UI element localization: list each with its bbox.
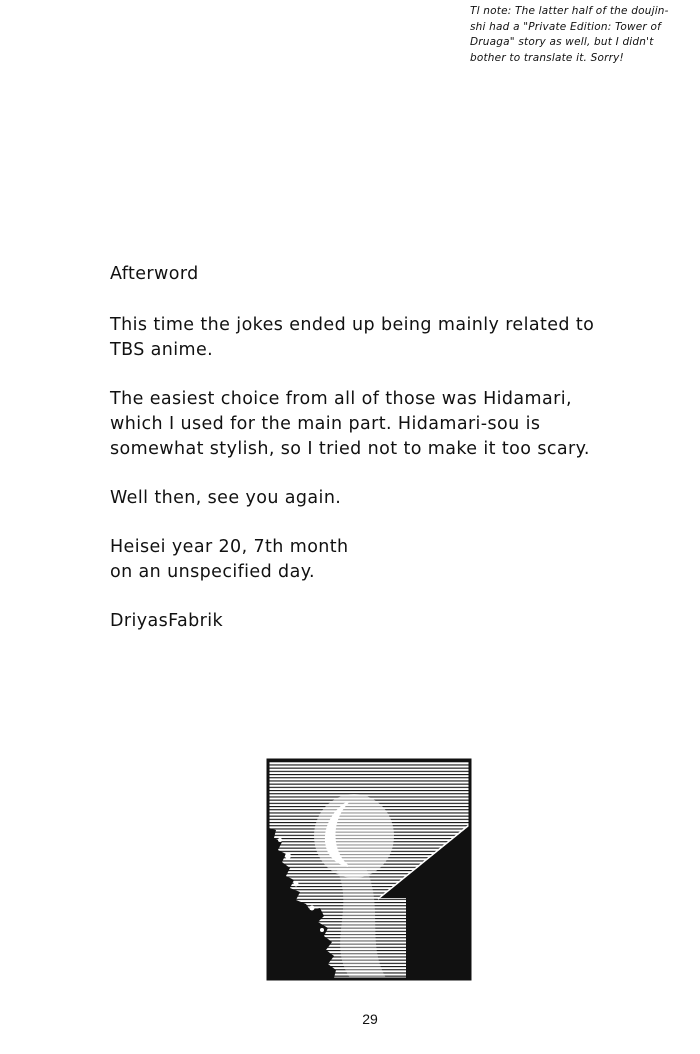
translator-note-line: bother to translate it. Sorry! [470, 51, 624, 64]
afterword-heading [110, 262, 680, 287]
afterword-date [110, 535, 680, 585]
paragraph-line: The easiest choice from all of those was Hidamari, [110, 389, 572, 409]
paragraph-line: which I used for the main part. Hidamari-sou is [110, 414, 541, 434]
paragraph-line: somewhat stylish, so I tried not to make it too scary. [110, 439, 590, 459]
translator-note-line: Tl note: The latter half of the doujin- [470, 5, 669, 17]
leaf-speck [285, 853, 291, 859]
translator-note-line: Druaga" story as well, but I didn't [470, 36, 654, 48]
afterword-signature [110, 609, 680, 634]
afterword-section [110, 262, 680, 634]
illustration-svg [266, 758, 472, 981]
paragraph-line: Heisei year 20, 7th month [110, 537, 349, 557]
translator-note [470, 4, 695, 66]
afterword-paragraph-1 [110, 313, 680, 363]
paragraph-line: This time the jokes ended up being mainly related to [110, 315, 595, 335]
paragraph-line: Well then, see you again. [110, 488, 342, 508]
page-number: 29 [362, 1011, 378, 1027]
afterword-paragraph-2 [110, 387, 680, 462]
translator-note-line: shi had a "Private Edition: Tower of [470, 20, 661, 33]
leaf-speck [294, 882, 299, 887]
paragraph-line: TBS anime. [110, 340, 214, 360]
signature-text: DriyasFabrik [110, 611, 224, 631]
afterword-paragraph-3 [110, 486, 680, 511]
leaf-speck [310, 906, 315, 911]
leaf-speck [320, 928, 324, 932]
paragraph-line: on an unspecified day. [110, 562, 315, 582]
afterword-heading-text: Afterword [110, 264, 199, 284]
moon-rooftop-illustration [266, 758, 472, 981]
leaf-speck [278, 838, 282, 842]
